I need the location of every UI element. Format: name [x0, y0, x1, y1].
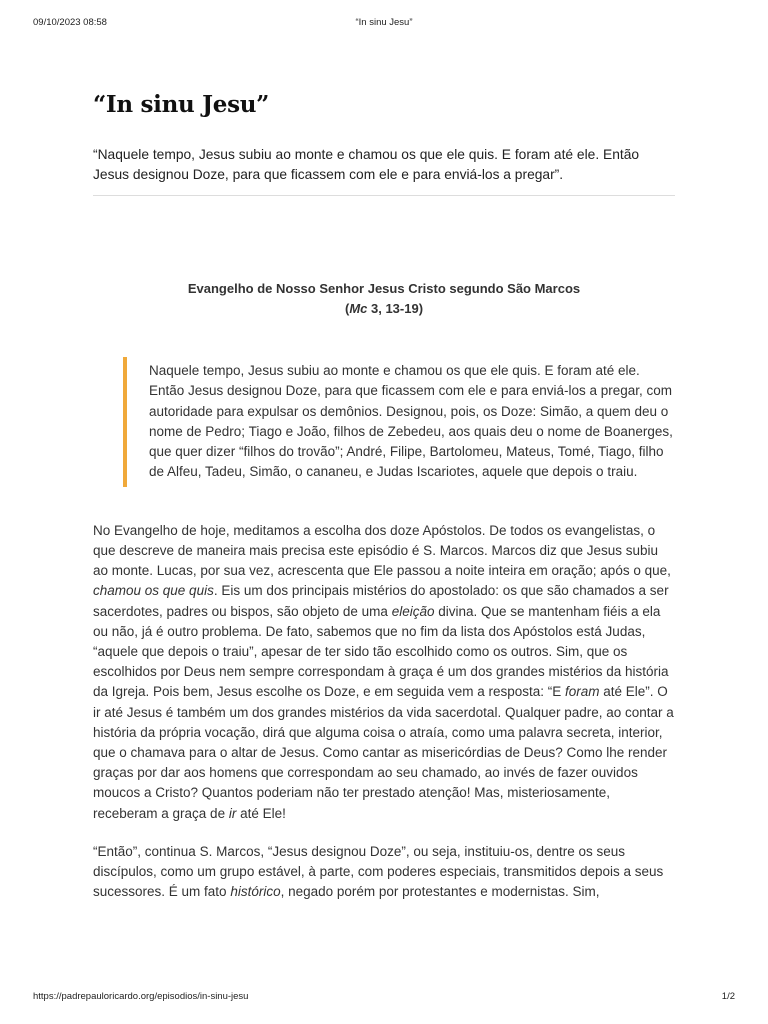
gospel-heading-line: Evangelho de Nosso Senhor Jesus Cristo segundo São Marcos	[187, 281, 581, 296]
gospel-reference	[93, 299, 675, 319]
gospel-ref-rest: 3, 13-19)	[367, 301, 424, 316]
article	[93, 88, 675, 902]
gospel-quote: Naquele tempo, Jesus subiu ao monte e chamou os que ele quis. E foram até ele. Então Jesus designou Doze, para que ficassem com ele e para enviá-los a pregar, com autoridade para expulsar os demônios. Designou, pois, os Doze: Simão, a quem deu o nome de Pedro; Tiago e João, filhos de Zebedeu, aos quais deu o nome de Boanerges, que quer dizer “filhos do trovão”; André, Filipe, Bartolomeu, Mateus, Tomé, Tiago, filho de Alfeu, Tadeu, Simão, o cananeu, e Judas Iscariotes, aquele que depois o traiu.	[123, 357, 675, 487]
print-page-title: “In sinu Jesu”	[355, 17, 413, 28]
divider	[93, 195, 675, 196]
page-number: 1/2	[721, 991, 735, 1002]
paragraph-text: . Eis um dos principais mistérios do apostolado: os que são chamados a ser sacerdotes, padres ou bispos, são objeto de uma	[93, 583, 669, 619]
paragraph-1	[93, 521, 675, 824]
article-title: “In sinu Jesu”	[93, 91, 270, 118]
paragraph-text: divina. Que se mantenham fiéis a ela ou não, já é outro problema. De fato, sabemos que no fim da lista dos Apóstolos está Judas, “aquele que depois o traiu”, apesar de ter sido tão escolhido como os outros. Sim, que os escolhidos por Deus nem sempre correspondam à graça é um dos grandes mistérios da história da Igreja. Pois bem, Jesus escolhe os Doze, e em seguida vem a resposta: “E	[93, 603, 669, 700]
print-footer	[33, 991, 735, 1005]
gospel-ref-book: Mc	[349, 301, 368, 316]
paragraph-emphasis: foram	[565, 684, 600, 700]
paragraph-emphasis: eleição	[391, 603, 435, 619]
paragraph-emphasis: histórico	[230, 884, 281, 900]
paragraph-text: até Ele”. O ir até Jesus é também um dos grandes mistérios da vida sacerdotal. Qualquer padre, ao contar a história da própria vocação, dirá que alguma coisa o atraía, como uma palavra secreta, interior, que o chamava para o altar de Jesus. Como cantar as misericórdias de Deus? Como lhe render graças por dar aos homens que correspondam ao seu chamado, ao invés de fazer ouvidos moucos a Cristo? Quantos poderiam não ter prestado atenção! Mas, misteriosamente, receberam a graça de	[93, 684, 674, 821]
paragraph-text: No Evangelho de hoje, meditamos a escolha dos doze Apóstolos. De todos os evangelistas, o que descreve de maneira mais precisa este episódio é S. Marcos. Marcos diz que Jesus subiu ao monte. Lucas, por sua vez, acrescenta que Ele passou a noite inteira em oração; após o que,	[93, 522, 671, 579]
paragraph-emphasis: chamou os que quis	[93, 583, 214, 599]
gospel-ref-open: (	[344, 301, 350, 316]
gospel-heading	[93, 279, 675, 319]
paragraph-text: , negado porém por protestantes e modernistas. Sim,	[280, 884, 600, 900]
print-date: 09/10/2023 08:58	[33, 17, 107, 28]
paragraph-emphasis: ir	[228, 805, 237, 821]
print-header	[33, 17, 735, 31]
paragraph-text: até Ele!	[236, 805, 286, 821]
paragraph-2	[93, 842, 675, 903]
article-lead: “Naquele tempo, Jesus subiu ao monte e chamou os que ele quis. E foram até ele. Então Jesus designou Doze, para que ficassem com ele e para enviá-los a pregar”.	[93, 147, 640, 182]
paragraph-text: “Então”, continua S. Marcos, “Jesus designou Doze”, ou seja, instituiu-os, dentre os seus discípulos, como um grupo estável, à parte, com poderes especiais, transmitidos depois a seus sucessores. É um fato	[93, 843, 664, 900]
page-url: https://padrepauloricardo.org/episodios/in-sinu-jesu	[33, 991, 249, 1002]
